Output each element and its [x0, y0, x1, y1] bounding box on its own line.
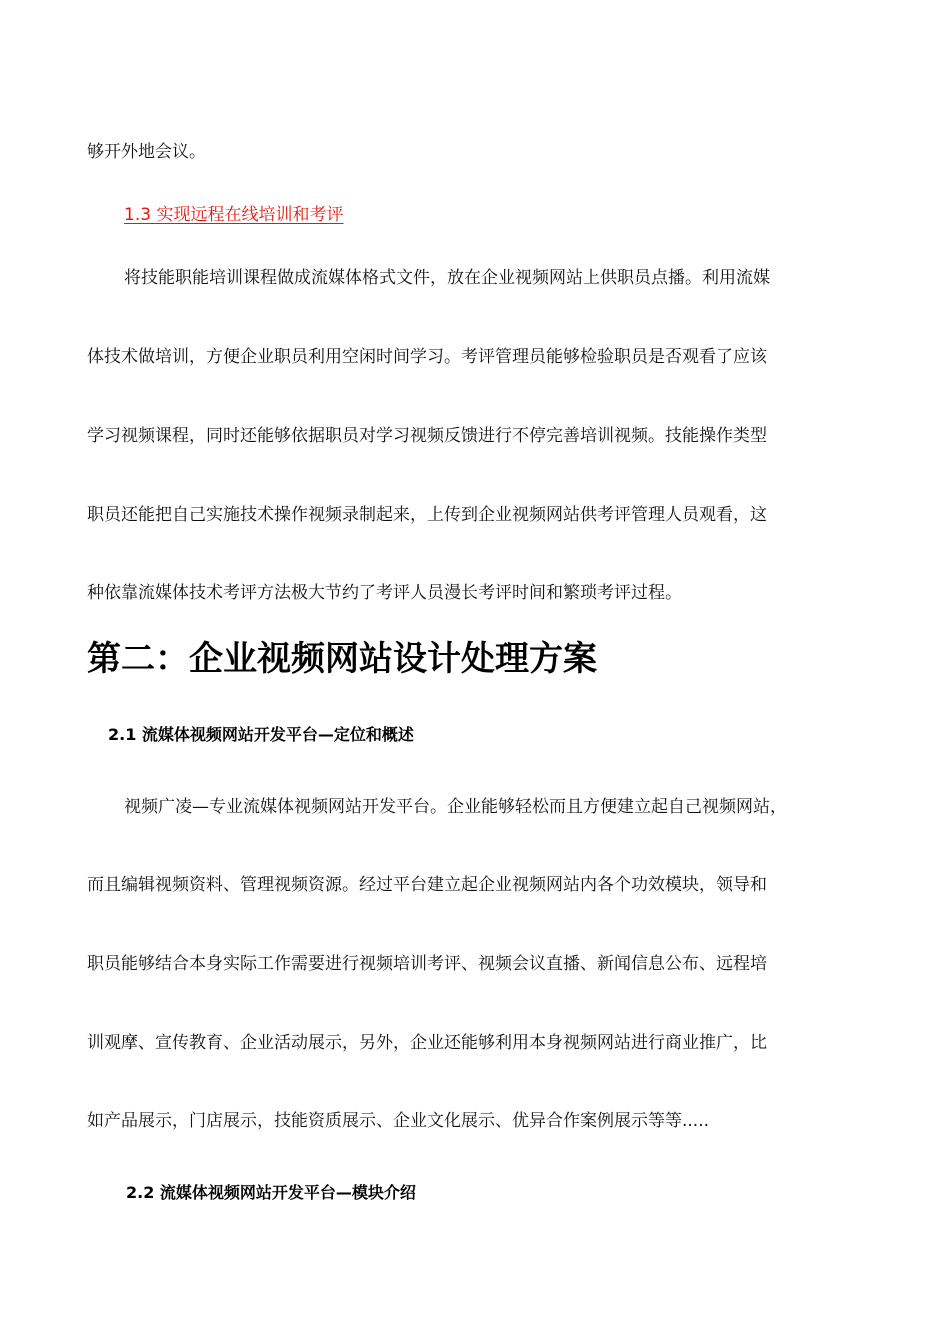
chapter-2-title: 第二：企业视频网站设计处理方案 [87, 639, 597, 679]
section-2-2-heading: 2.2 流媒体视频网站开发平台—模块介绍 [126, 1183, 416, 1202]
section-1-3-heading-link[interactable]: 1.3 实现远程在线培训和考评 [124, 205, 344, 225]
paragraph-line: 体技术做培训，方便企业职员利用空闲时间学习。考评管理员能够检验职员是否观看了应该 [87, 347, 767, 367]
paragraph-line: 职员还能把自己实施技术操作视频录制起来，上传到企业视频网站供考评管理人员观看，这 [87, 505, 767, 525]
paragraph-line: 职员能够结合本身实际工作需要进行视频培训考评、视频会议直播、新闻信息公布、远程培 [87, 954, 767, 974]
paragraph-line: 训观摩、宣传教育、企业活动展示，另外，企业还能够利用本身视频网站进行商业推广，比 [87, 1033, 767, 1053]
carryover-line: 够开外地会议。 [87, 142, 206, 162]
section-2-1-heading: 2.1 流媒体视频网站开发平台—定位和概述 [108, 725, 414, 744]
paragraph-line: 如产品展示，门店展示，技能资质展示、企业文化展示、优异合作案例展示等等..... [87, 1111, 710, 1131]
paragraph-line: 而且编辑视频资料、管理视频资源。经过平台建立起企业视频网站内各个功效模块，领导和 [87, 875, 767, 895]
paragraph-line: 视频广凌—专业流媒体视频网站开发平台。企业能够轻松而且方便建立起自己视频网站， [124, 797, 787, 817]
paragraph-line: 种依靠流媒体技术考评方法极大节约了考评人员漫长考评时间和繁琐考评过程。 [87, 583, 682, 603]
paragraph-line: 学习视频课程，同时还能够依据职员对学习视频反馈进行不停完善培训视频。技能操作类型 [87, 426, 767, 446]
paragraph-line: 将技能职能培训课程做成流媒体格式文件，放在企业视频网站上供职员点播。利用流媒 [124, 268, 770, 288]
